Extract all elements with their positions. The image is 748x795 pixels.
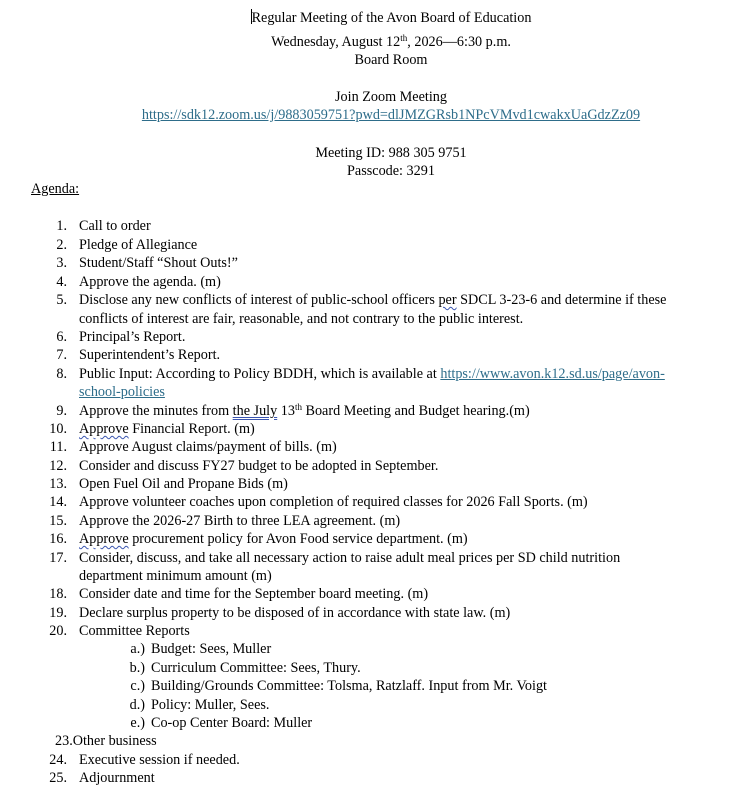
agenda-item: Executive session if needed. [79, 752, 240, 768]
agenda-item [55, 732, 157, 750]
agenda-item: Approve the agenda. (m) [79, 274, 221, 290]
passcode: Passcode: 3291 [347, 163, 435, 179]
committee-item: Policy: Muller, Sees. [151, 697, 270, 713]
committee-item: Co-op Center Board: Muller [151, 715, 313, 731]
agenda-item: Declare surplus property to be disposed of in accordance with state law. (m) [79, 605, 511, 621]
agenda-item [79, 402, 743, 420]
agenda-item: Open Fuel Oil and Propane Bids (m) [79, 476, 288, 492]
item-number: 12. [49, 458, 67, 474]
meeting-location: Board Room [354, 52, 428, 68]
agenda-item [79, 365, 743, 383]
agenda-item: Principal’s Report. [79, 329, 186, 345]
agenda-item: Consider, discuss, and take all necessary action to raise adult meal prices per SD child nutrition [79, 550, 621, 566]
item-text: Other business [72, 733, 157, 749]
meeting-date [0, 33, 748, 51]
agenda-item: Approve the 2026-27 Birth to three LEA agreement. (m) [79, 513, 401, 529]
date-time-text: , 2026—6:30 p.m. [407, 34, 511, 50]
agenda-item: Approve August claims/payment of bills. (m) [79, 439, 337, 455]
item-number: 13. [49, 476, 67, 492]
zoom-label: Join Zoom Meeting [335, 89, 447, 105]
agenda-item-continuation [79, 383, 743, 401]
item-number: 9. [56, 403, 67, 419]
spellcheck-mark: Approve [79, 421, 129, 437]
item-number: 14. [49, 494, 67, 510]
policies-link[interactable]: school-policies [79, 384, 165, 400]
item-number: 6. [56, 329, 67, 345]
item-number: 11. [49, 439, 67, 455]
zoom-link-row [0, 106, 748, 124]
item-number: 19. [49, 605, 67, 621]
agenda-item: Adjournment [79, 770, 155, 786]
agenda-item: Consider and discuss FY27 budget to be adopted in September. [79, 458, 439, 474]
committee-item: Budget: Sees, Muller [151, 641, 272, 657]
item-number: 15. [49, 513, 67, 529]
agenda-item-continuation: conflicts of interest are fair, reasonable, and not contrary to the public interest. [79, 311, 524, 327]
agenda-heading: Agenda: [31, 181, 80, 197]
agenda-item: Consider date and time for the September board meeting. (m) [79, 586, 429, 602]
agenda-item: Student/Staff “Shout Outs!” [79, 255, 238, 271]
meeting-id: Meeting ID: 988 305 9751 [315, 145, 467, 161]
item-number: 7. [56, 347, 67, 363]
agenda-item: Pledge of Allegiance [79, 237, 198, 253]
item-number: 23. [55, 733, 73, 749]
item-number: 2. [56, 237, 67, 253]
item-text: 13 [277, 403, 295, 419]
agenda-item [79, 530, 743, 548]
zoom-link[interactable]: https://sdk12.zoom.us/j/9883059751?pwd=dlJMZGRsb1NPcVMvd1cwakxUaGdzZz09 [141, 107, 641, 123]
committee-item: Building/Grounds Committee: Tolsma, Ratzlaff. Input from Mr. Voigt [151, 678, 547, 694]
meeting-title [0, 9, 748, 27]
spellcheck-mark: per [438, 292, 457, 308]
item-number: 24. [49, 752, 67, 768]
sub-item-label: c.) [130, 678, 145, 694]
agenda-item: Approve volunteer coaches upon completion of required classes for 2026 Fall Sports. (m) [79, 494, 588, 510]
item-number: 17. [49, 550, 67, 566]
committee-item: Curriculum Committee: Sees, Thury. [151, 660, 361, 676]
item-number: 10. [49, 421, 67, 437]
item-text: Approve the minutes from [79, 403, 233, 419]
sub-item-label: d.) [129, 697, 145, 713]
item-number: 18. [49, 586, 67, 602]
item-number: 5. [56, 292, 67, 308]
superscript: th [294, 402, 302, 412]
spellcheck-mark: Approve [79, 531, 129, 547]
policies-link[interactable]: https://www.avon.k12.sd.us/page/avon- [440, 366, 665, 382]
agenda-item [79, 291, 743, 309]
item-number: 16. [49, 531, 67, 547]
sub-item-label: b.) [129, 660, 145, 676]
sub-item-label: e.) [130, 715, 145, 731]
item-text: SDCL 3-23-6 and determine if these [456, 292, 667, 308]
item-text: Financial Report. (m) [128, 421, 255, 437]
grammar-mark: the July [232, 403, 278, 419]
item-text: Board Meeting and Budget hearing.(m) [301, 403, 530, 419]
item-text: procurement policy for Avon Food service department. (m) [128, 531, 468, 547]
sub-item-label: a.) [130, 641, 145, 657]
item-text: Public Input: According to Policy BDDH, which is available at [79, 366, 441, 382]
item-number: 4. [56, 274, 67, 290]
item-number: 1. [56, 218, 67, 234]
item-number: 3. [56, 255, 67, 271]
item-number: 25. [49, 770, 67, 786]
item-text: Disclose any new conflicts of interest of public-school officers [79, 292, 439, 308]
agenda-item: Superintendent’s Report. [79, 347, 221, 363]
item-number: 20. [49, 623, 67, 639]
agenda-item-continuation: department minimum amount (m) [79, 568, 272, 584]
date-text: Wednesday, August 12 [271, 34, 401, 50]
date-superscript: th [400, 33, 408, 43]
agenda-item [79, 420, 743, 438]
item-number: 8. [56, 366, 67, 382]
agenda-item: Committee Reports [79, 623, 190, 639]
meeting-title-text: Regular Meeting of the Avon Board of Education [251, 10, 532, 26]
agenda-item: Call to order [79, 218, 151, 234]
